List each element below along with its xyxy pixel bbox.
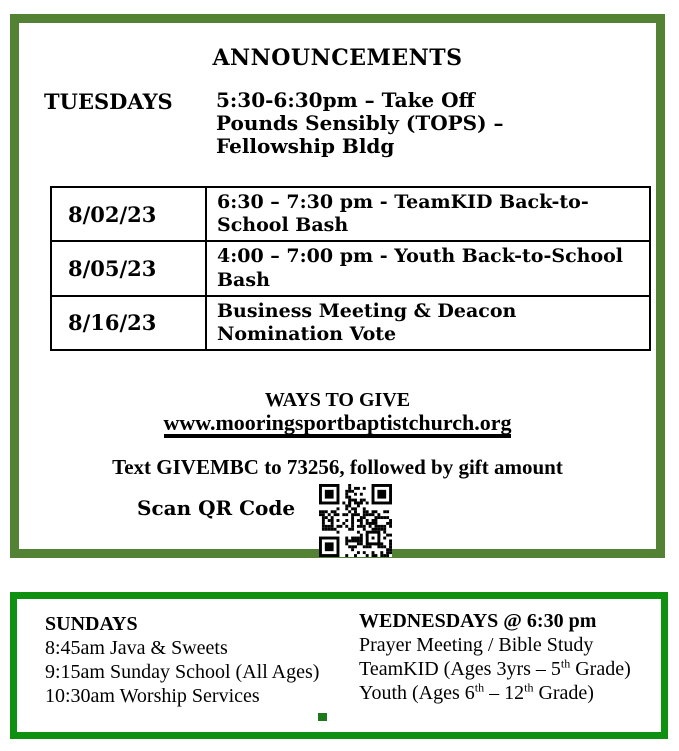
wednesdays-item [359,681,631,705]
wednesdays-title: WEDNESDAYS @ 6:30 pm [359,610,597,632]
text-segment: Grade) [533,682,594,704]
event-date: 8/05/23 [51,241,206,295]
sundays-item: 10:30am Worship Services [45,685,260,707]
scan-qr-label: Scan QR Code [137,496,296,520]
sundays-column [45,612,319,708]
event-description: 4:00 – 7:00 pm - Youth Back-to-School Bash [206,241,650,295]
green-square-bullet [318,713,327,721]
text-giving-instruction: Text GIVEMBC to 73256, followed by gift amount [112,455,563,479]
recurring-event-details: 5:30-6:30pm – Take Off Pounds Sensibly (TOPS) – Fellowship Bldg [216,88,504,158]
ordinal-superscript: th [524,680,534,695]
table-row [51,187,650,241]
announcements-title: ANNOUNCEMENTS [212,45,463,71]
events-table [50,186,651,351]
table-row [51,241,650,295]
sundays-item: 8:45am Java & Sweets [45,637,228,659]
text-segment: TeamKID (Ages 3yrs – 5 [359,658,561,680]
event-date: 8/16/23 [51,296,206,350]
announcements-box [10,14,665,558]
recurring-day-label: TUESDAYS [44,89,173,114]
event-description: 6:30 – 7:30 pm - TeamKID Back-to-School Bash [206,187,650,241]
ordinal-superscript: th [474,680,485,695]
text-segment: – 12 [484,682,525,704]
weekly-schedule-box [10,592,668,739]
event-date: 8/02/23 [51,187,206,241]
event-description: Business Meeting & Deacon Nomination Vote [206,296,650,350]
text-segment: Youth (Ages 6 [359,682,475,704]
recurring-event-row [44,89,546,158]
website-link[interactable]: www.mooringsportbaptistchurch.org [164,411,512,438]
text-segment: Grade) [570,658,631,680]
wednesdays-column [359,609,631,705]
ordinal-superscript: th [560,656,571,671]
qr-code-icon [319,484,392,557]
table-row [51,296,650,350]
website-link-wrap [19,411,656,438]
ways-to-give-heading: WAYS TO GIVE [264,389,411,411]
wednesdays-item: Prayer Meeting / Bible Study [359,634,594,656]
sundays-title: SUNDAYS [45,613,138,635]
wednesdays-item [359,657,631,681]
sundays-item: 9:15am Sunday School (All Ages) [45,661,320,683]
